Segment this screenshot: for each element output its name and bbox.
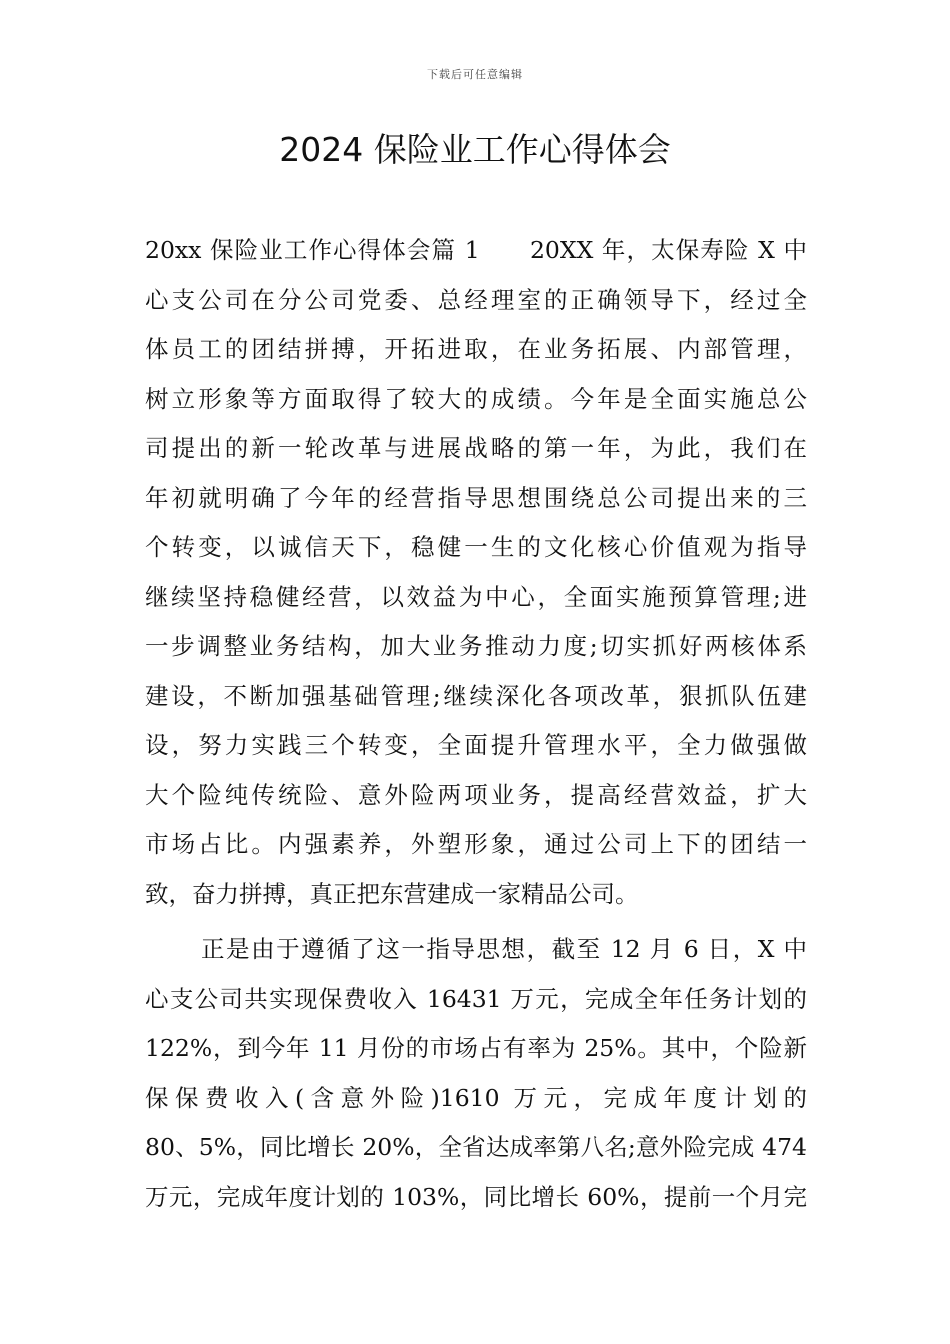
paragraph-1 bbox=[145, 226, 807, 919]
text-line: 司提出的新一轮改革与进展战略的第一年，为此，我们在 bbox=[145, 434, 807, 462]
text-line: 建设，不断加强基础管理;继续深化各项改革，狠抓队伍建 bbox=[145, 681, 807, 710]
text-line: 心支公司共实现保费收入 16431 万元，完成全年任务计划的 bbox=[145, 984, 807, 1013]
text-line: 80、5%，同比增长 20%，全省达成率第八名;意外险完成 474 bbox=[145, 1133, 807, 1161]
text-line: 树立形象等方面取得了较大的成绩。今年是全面实施总公 bbox=[145, 384, 807, 413]
paragraph-2 bbox=[145, 925, 807, 1222]
text-line: 个转变，以诚信天下，稳健一生的文化核心价值观为指导 bbox=[145, 533, 807, 561]
text-line: 致，奋力拼搏，真正把东营建成一家精品公司。 bbox=[145, 879, 639, 908]
text-line: 大个险纯传统险、意外险两项业务，提高经营效益，扩大 bbox=[145, 780, 807, 809]
text-line: 设，努力实践三个转变，全面提升管理水平，全力做强做 bbox=[145, 731, 807, 759]
text-line: 正是由于遵循了这一指导思想，截至 12 月 6 日，X 中 bbox=[201, 935, 807, 963]
text-line: 继续坚持稳健经营，以效益为中心，全面实施预算管理;进 bbox=[145, 582, 807, 611]
text-line: 体员工的团结拼搏，开拓进取，在业务拓展、内部管理， bbox=[145, 335, 807, 363]
header-note: 下载后可任意编辑 bbox=[427, 68, 523, 81]
document-body bbox=[145, 226, 807, 1222]
document-title: 2024 保险业工作心得体会 bbox=[279, 130, 671, 169]
text-line: 年初就明确了今年的经营指导思想围绕总公司提出来的三 bbox=[145, 483, 807, 512]
text-line: 122%，到今年 11 月份的市场占有率为 25%。其中，个险新 bbox=[145, 1034, 807, 1062]
text-line: 市场占比。内强素养，外塑形象，通过公司上下的团结一 bbox=[145, 830, 807, 858]
text-line: 保保费收入(含意外险)1610 万元，完成年度计划的 bbox=[145, 1083, 807, 1112]
text-line: 一步调整业务结构，加大业务推动力度;切实抓好两核体系 bbox=[145, 632, 807, 660]
text-line: 20xx 保险业工作心得体会篇 1 20XX 年，太保寿险 X 中 bbox=[145, 236, 807, 264]
text-line: 心支公司在分公司党委、总经理室的正确领导下，经过全 bbox=[145, 285, 807, 314]
text-line: 万元，完成年度计划的 103%，同比增长 60%，提前一个月完 bbox=[145, 1182, 807, 1211]
